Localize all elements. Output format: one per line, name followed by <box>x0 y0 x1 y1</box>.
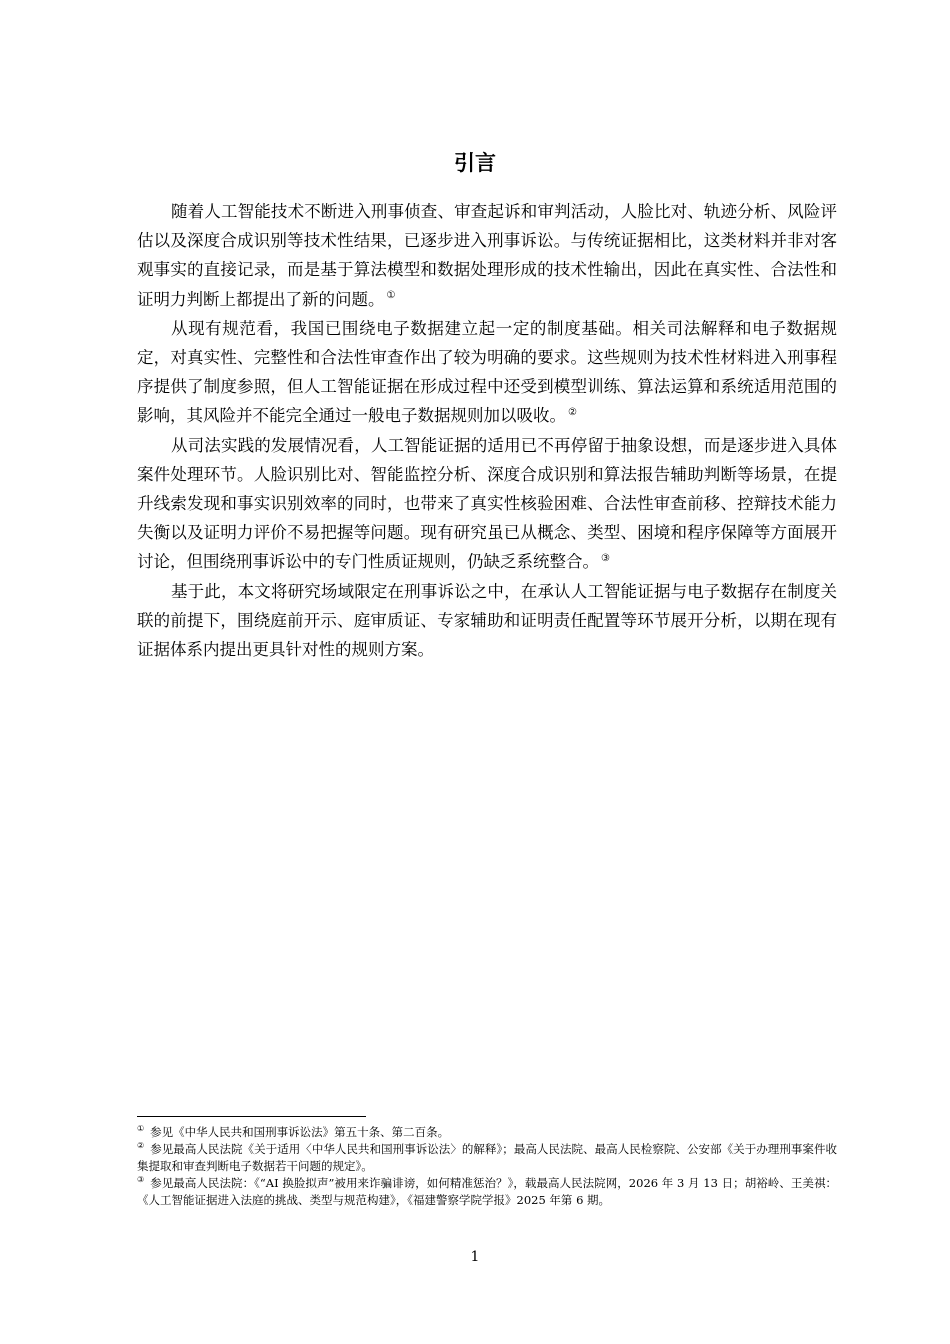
footnote-reference[interactable]: ③ <box>601 552 610 564</box>
footnote-mark: ③ <box>137 1175 145 1185</box>
footnote-text: 参见最高人民法院《关于适用〈中华人民共和国刑事诉讼法〉的解释》；最高人民法院、最高人民检察院、公安部《关于办理刑事案件收集提取和审查判断电子数据若干问题的规定》。 <box>137 1142 837 1173</box>
paragraph-text: 基于此，本文将研究场域限定在刑事诉讼之中，在承认人工智能证据与电子数据存在制度关联的前提下，围绕庭前开示、庭审质证、专家辅助和证明责任配置等环节展开分析，以期在现有证据体系内提出更具针对性的规则方案。 <box>137 581 837 660</box>
paragraph-1 <box>137 197 837 314</box>
footnote-separator <box>137 1116 366 1117</box>
footnote-mark: ② <box>137 1141 145 1151</box>
paragraph-4 <box>137 577 837 665</box>
footnote-mark: ① <box>137 1124 145 1134</box>
footnote-text: 参见《中华人民共和国刑事诉讼法》第五十条、第二百条。 <box>150 1125 450 1139</box>
section-title: 引言 <box>454 151 496 175</box>
paragraph-3 <box>137 431 837 577</box>
paragraph-2 <box>137 314 837 431</box>
body-text <box>137 197 837 664</box>
footnote-3 <box>137 1175 837 1209</box>
footnote-reference[interactable]: ② <box>568 406 577 418</box>
footnotes <box>137 1124 837 1209</box>
paragraph-text: 随着人工智能技术不断进入刑事侦查、审查起诉和审判活动，人脸比对、轨迹分析、风险评估以及深度合成识别等技术性结果，已逐步进入刑事诉讼。与传统证据相比，这类材料并非对客观事实的直接记录，而是基于算法模型和数据处理形成的技术性输出，因此在真实性、合法性和证明力判断上都提出了新的问题。 <box>137 202 837 309</box>
footnote-text: 参见最高人民法院：《“AI 换脸拟声”被用来诈骗诽谤，如何精准惩治？》，载最高人民法院网，2026 年 3 月 13 日；胡裕岭、王美祺：《人工智能证据进入法庭的挑战、类型与规范构建》，《福建警察学院学报》2025 年第 6 期。 <box>137 1176 838 1207</box>
footnote-1 <box>137 1124 837 1141</box>
paragraph-text: 从司法实践的发展情况看，人工智能证据的适用已不再停留于抽象设想，而是逐步进入具体案件处理环节。人脸识别比对、智能监控分析、深度合成识别和算法报告辅助判断等场景，在提升线索发现和事实识别效率的同时，也带来了真实性核验困难、合法性审查前移、控辩技术能力失衡以及证明力评价不易把握等问题。现有研究虽已从概念、类型、困境和程序保障等方面展开讨论，但围绕刑事诉讼中的专门性质证规则，仍缺乏系统整合。 <box>137 435 837 572</box>
footnote-reference[interactable]: ① <box>386 290 396 302</box>
footnote-2 <box>137 1141 837 1175</box>
paragraph-text: 从现有规范看，我国已围绕电子数据建立起一定的制度基础。相关司法解释和电子数据规定，对真实性、完整性和合法性审查作出了较为明确的要求。这些规则为技术性材料进入刑事程序提供了制度参照，但人工智能证据在形成过程中还受到模型训练、算法运算和系统适用范围的影响，其风险并不能完全通过一般电子数据规则加以吸收。 <box>137 318 837 426</box>
page-number: 1 <box>470 1249 480 1265</box>
